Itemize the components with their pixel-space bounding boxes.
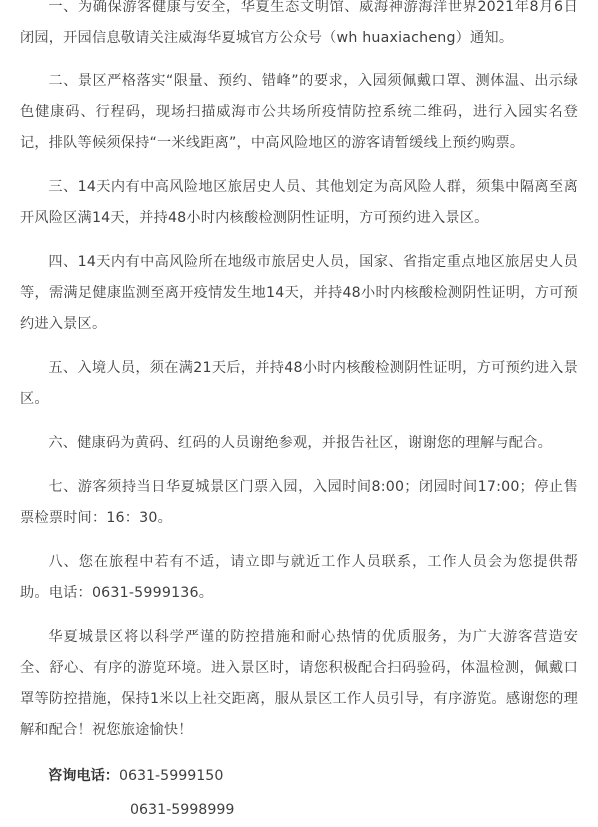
- contact-phone-2[interactable]: 0631-5998999: [130, 802, 235, 818]
- notice-paragraph-3: 三、14天内有中高风险地区旅居史人员、其他划定为高风险人群，须集中隔离至离开风险区满14天，并持48小时内核酸检测阴性证明，方可预约进入景区。: [20, 179, 578, 226]
- notice-paragraph-6: 六、健康码为黄码、红码的人员谢绝参观，并报告社区，谢谢您的理解与配合。: [48, 435, 552, 451]
- contact-line-1: [20, 759, 578, 793]
- notice-paragraph-8: 八、您在旅程中若有不适，请立即与就近工作人员联系，工作人员会为您提供帮助。电话：0631-5999136。: [20, 554, 578, 601]
- notice-paragraph-1: 一、为确保游客健康与安全，华夏生态文明馆、威海神游海洋世界2021年8月6日闭园，开园信息敬请关注威海华夏城官方公众号（wh huaxiacheng）通知。: [20, 0, 578, 46]
- notice-paragraph-5: 五、入境人员，须在满21天后，并持48小时内核酸检测阴性证明，方可预约进入景区。: [20, 360, 578, 407]
- notice-paragraph-7: 七、游客须持当日华夏城景区门票入园，入园时间8:00；闭园时间17:00；停止售票检票时间：16：30。: [20, 479, 578, 526]
- contact-label: 咨询电话：: [48, 768, 119, 784]
- notice-paragraph-4: 四、14天内有中高风险所在地级市旅居史人员，国家、省指定重点地区旅居史人员等，需满足健康监测至离开疫情发生地14天，并持48小时内核酸检测阴性证明，方可预约进入景区。: [20, 254, 578, 332]
- closing-paragraph: 华夏城景区将以科学严谨的防控措施和耐心热情的优质服务，为广大游客营造安全、舒心、有序的游览环境。进入景区时，请您积极配合扫码验码，体温检测，佩戴口罩等防控措施，保持1米以上社交距离，服从景区工作人员引导，有序游览。感谢您的理解和配合！祝您旅途愉快！: [20, 629, 578, 738]
- notice-paragraph-2: 二、景区严格落实“限量、预约、错峰”的要求，入园须佩戴口罩、测体温、出示绿色健康码、行程码，现场扫描威海市公共场所疫情防控系统二维码，进行入园实名登记，排队等候须保持“一米线距离”，中高风险地区的游客请暂缓线上预约购票。: [20, 73, 578, 151]
- contact-phone-1[interactable]: 0631-5999150: [118, 768, 224, 784]
- contact-line-2: [20, 793, 578, 827]
